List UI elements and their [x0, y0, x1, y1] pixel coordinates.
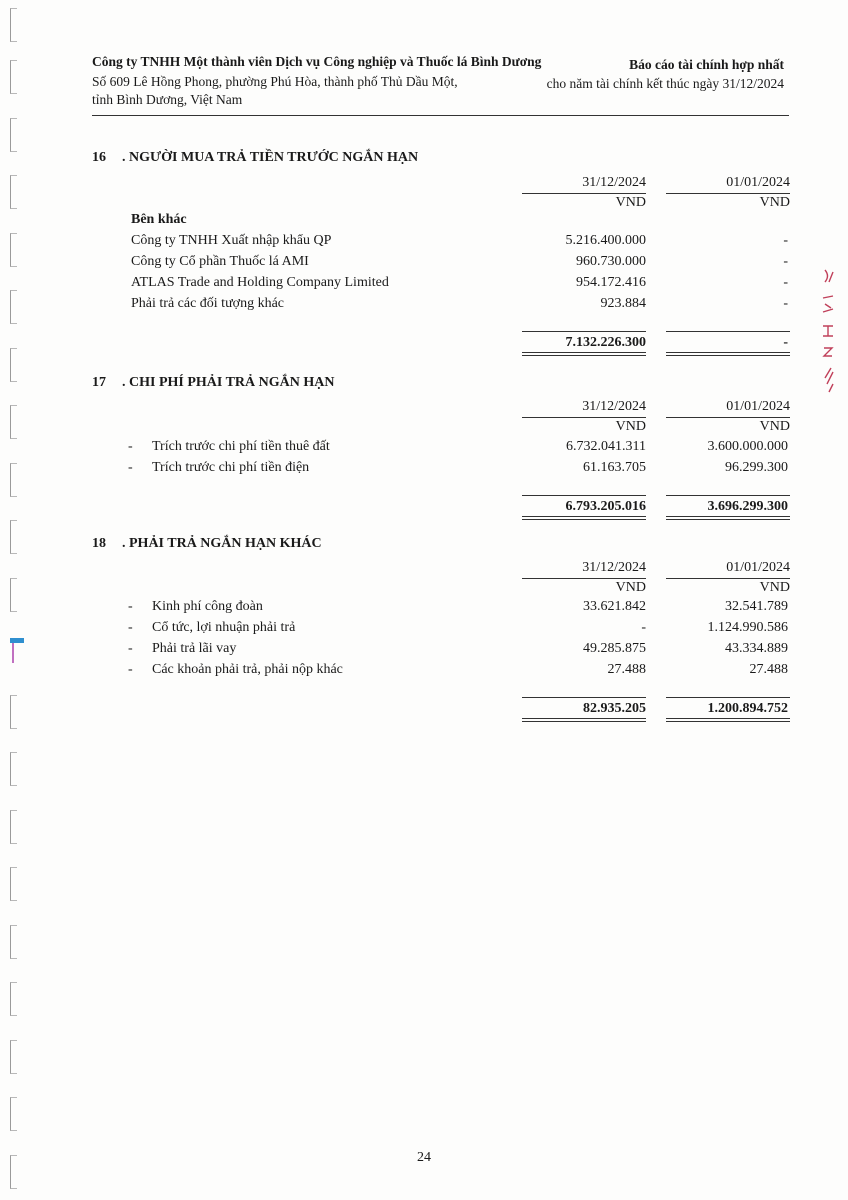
binder-ring	[10, 752, 17, 786]
company-address-line2: tỉnh Bình Dương, Việt Nam	[92, 92, 243, 107]
row-bullet: -	[128, 599, 133, 614]
binder-ring	[10, 8, 17, 42]
binder-ring	[10, 982, 17, 1016]
section-heading: . NGƯỜI MUA TRẢ TIỀN TRƯỚC NGẮN HẠN	[122, 150, 419, 165]
row-label: Công ty Cổ phần Thuốc lá AMI	[131, 254, 309, 269]
section-18-title	[92, 536, 322, 552]
double-underline	[522, 352, 646, 356]
row-value-prior: 96.299.300	[725, 460, 788, 475]
row-value-current: 954.172.416	[576, 275, 646, 290]
company-address-line1: Số 609 Lê Hồng Phong, phường Phú Hòa, thành phố Thủ Dầu Một,	[92, 74, 458, 89]
total-current: 6.793.205.016	[565, 499, 646, 514]
row-value-current: 6.732.041.311	[566, 439, 646, 454]
row-value-current: 923.884	[600, 296, 646, 311]
column-unit-current: VND	[615, 580, 646, 595]
total-prior: -	[783, 335, 788, 350]
page-number: 24	[417, 1150, 431, 1165]
double-underline	[666, 516, 790, 520]
column-rule	[666, 193, 790, 194]
row-value-current: 33.621.842	[583, 599, 646, 614]
total-prior: 3.696.299.300	[707, 499, 788, 514]
table-row	[0, 620, 848, 641]
binder-ring	[10, 925, 17, 959]
section-number: 18	[92, 536, 106, 551]
report-title: Báo cáo tài chính hợp nhất	[629, 57, 784, 72]
total-rule	[666, 495, 790, 496]
table-row	[0, 662, 848, 683]
column-header-prior: 01/01/2024	[726, 175, 790, 190]
double-underline	[522, 718, 646, 722]
row-label: ATLAS Trade and Holding Company Limited	[131, 275, 389, 290]
table-row	[0, 254, 848, 275]
table-row	[0, 296, 848, 317]
double-underline	[666, 352, 790, 356]
row-bullet: -	[128, 460, 133, 475]
group-label-row	[0, 212, 848, 233]
table-row	[0, 460, 848, 481]
column-header-prior: 01/01/2024	[726, 399, 790, 414]
column-rule	[666, 578, 790, 579]
row-value-prior: 43.334.889	[725, 641, 788, 656]
row-bullet: -	[128, 662, 133, 677]
row-label: Trích trước chi phí tiền thuê đất	[152, 439, 330, 454]
column-unit-current: VND	[615, 195, 646, 210]
margin-stamp-marks	[815, 268, 845, 418]
column-unit-prior: VND	[759, 419, 790, 434]
row-value-prior: -	[783, 254, 788, 269]
total-prior: 1.200.894.752	[707, 701, 788, 716]
table-row	[0, 233, 848, 254]
row-value-current: -	[641, 620, 646, 635]
column-unit-prior: VND	[759, 195, 790, 210]
total-rule	[522, 495, 646, 496]
row-value-prior: 3.600.000.000	[707, 439, 788, 454]
total-rule	[666, 697, 790, 698]
row-label: Các khoản phải trả, phải nộp khác	[152, 662, 343, 677]
section-number: 16	[92, 150, 106, 165]
section-number: 17	[92, 375, 106, 390]
section-17-title	[92, 375, 334, 391]
column-header-prior: 01/01/2024	[726, 560, 790, 575]
report-period: cho năm tài chính kết thúc ngày 31/12/2024	[546, 76, 784, 91]
row-label: Trích trước chi phí tiền điện	[152, 460, 310, 475]
binder-ring	[10, 695, 17, 729]
column-header-current: 31/12/2024	[582, 560, 646, 575]
column-rule	[666, 417, 790, 418]
row-value-prior: -	[783, 275, 788, 290]
table-row	[0, 275, 848, 296]
column-header-current: 31/12/2024	[582, 399, 646, 414]
double-underline	[666, 718, 790, 722]
row-label: Công ty TNHH Xuất nhập khẩu QP	[131, 233, 332, 248]
section-heading: . CHI PHÍ PHẢI TRẢ NGẮN HẠN	[122, 375, 335, 390]
column-rule	[522, 417, 646, 418]
row-value-current: 5.216.400.000	[565, 233, 646, 248]
row-value-current: 960.730.000	[576, 254, 646, 269]
table-row	[0, 641, 848, 662]
row-bullet: -	[128, 641, 133, 656]
binder-ring	[10, 118, 17, 152]
group-label: Bên khác	[131, 212, 187, 227]
row-value-prior: 1.124.990.586	[707, 620, 788, 635]
row-label: Phải trả lãi vay	[152, 641, 237, 656]
binder-ring	[10, 867, 17, 901]
binder-ring	[10, 1040, 17, 1074]
binder-ring	[10, 810, 17, 844]
binder-ring	[10, 60, 17, 94]
total-rule	[522, 331, 646, 332]
total-current: 82.935.205	[583, 701, 646, 716]
row-value-prior: -	[783, 233, 788, 248]
binder-ring	[10, 405, 17, 439]
row-value-current: 27.488	[607, 662, 646, 677]
total-current: 7.132.226.300	[565, 335, 646, 350]
row-value-current: 61.163.705	[583, 460, 646, 475]
row-bullet: -	[128, 439, 133, 454]
binder-ring	[10, 348, 17, 382]
row-bullet: -	[128, 620, 133, 635]
row-value-prior: 32.541.789	[725, 599, 788, 614]
section-heading: . PHẢI TRẢ NGẮN HẠN KHÁC	[122, 536, 322, 551]
column-rule	[522, 193, 646, 194]
binder-ring	[10, 520, 17, 554]
row-label: Kinh phí công đoàn	[152, 599, 263, 614]
table-row	[0, 599, 848, 620]
row-label: Phải trả các đối tượng khác	[131, 296, 284, 311]
company-name: Công ty TNHH Một thành viên Dịch vụ Công nghiệp và Thuốc lá Bình Dương	[92, 54, 542, 69]
column-unit-current: VND	[615, 419, 646, 434]
section-16-title	[92, 150, 418, 166]
column-header-current: 31/12/2024	[582, 175, 646, 190]
column-unit-prior: VND	[759, 580, 790, 595]
binder-ring	[10, 175, 17, 209]
header-rule	[92, 115, 789, 116]
row-value-current: 49.285.875	[583, 641, 646, 656]
double-underline	[522, 516, 646, 520]
row-value-prior: -	[783, 296, 788, 311]
binder-ring	[10, 1097, 17, 1131]
column-rule	[522, 578, 646, 579]
total-rule	[666, 331, 790, 332]
row-value-prior: 27.488	[749, 662, 788, 677]
row-label: Cổ tức, lợi nhuận phải trả	[152, 620, 296, 635]
total-rule	[522, 697, 646, 698]
table-row	[0, 439, 848, 460]
